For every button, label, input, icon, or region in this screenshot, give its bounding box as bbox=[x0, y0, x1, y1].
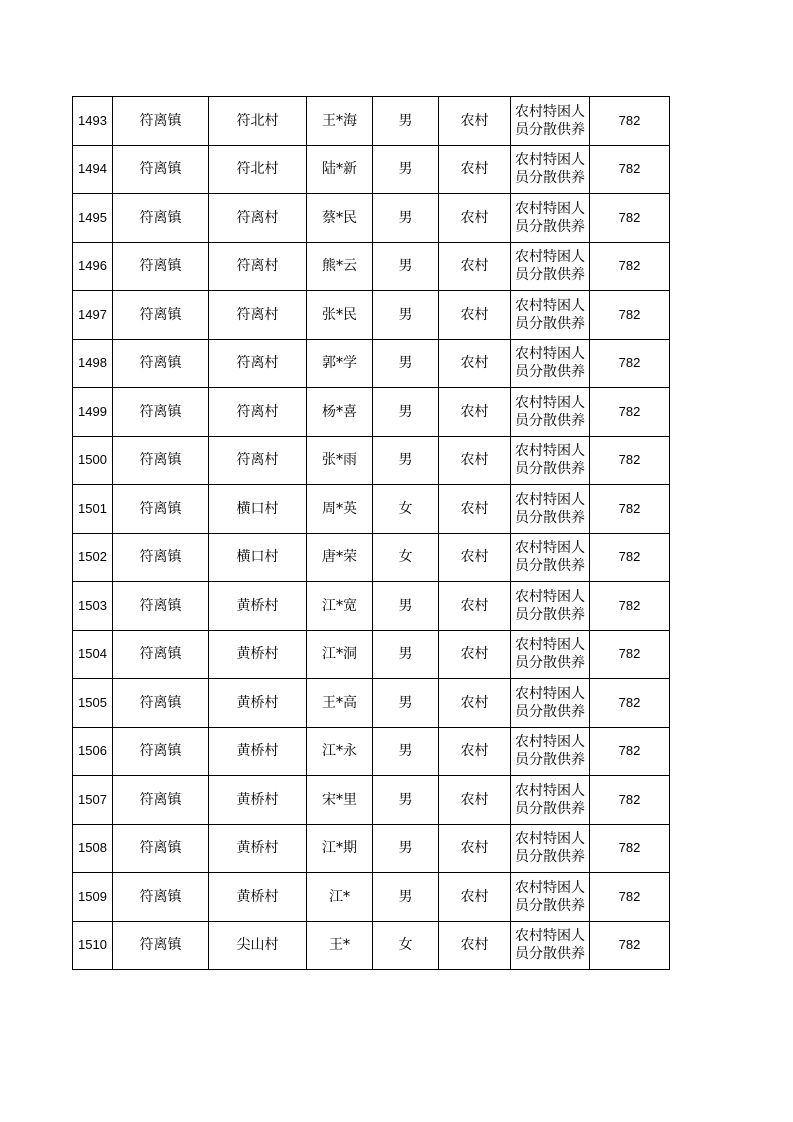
person-name-cell: 江*期 bbox=[307, 824, 373, 873]
support-type-line-1: 农村特困人 bbox=[515, 491, 585, 508]
gender-cell: 女 bbox=[373, 533, 439, 582]
support-type-line-1: 农村特困人 bbox=[515, 152, 585, 169]
amount-cell: 782 bbox=[590, 582, 670, 631]
support-type-line-2: 员分散供养 bbox=[515, 655, 585, 672]
table-row bbox=[73, 727, 670, 776]
gender-cell: 女 bbox=[373, 921, 439, 970]
support-type-line-2: 员分散供养 bbox=[515, 218, 585, 235]
village-cell: 黄桥村 bbox=[209, 582, 307, 631]
table-row bbox=[73, 291, 670, 340]
support-type-line-2: 员分散供养 bbox=[515, 170, 585, 187]
table-row bbox=[73, 436, 670, 485]
table-row bbox=[73, 582, 670, 631]
area-type-cell: 农村 bbox=[439, 582, 511, 631]
town-cell: 符离镇 bbox=[113, 242, 209, 291]
town-cell: 符离镇 bbox=[113, 436, 209, 485]
village-cell: 符北村 bbox=[209, 97, 307, 146]
table-row bbox=[73, 824, 670, 873]
support-type-line-1: 农村特困人 bbox=[515, 928, 585, 945]
table-row bbox=[73, 533, 670, 582]
support-type-line-2: 员分散供养 bbox=[515, 315, 585, 332]
amount-cell: 782 bbox=[590, 921, 670, 970]
gender-cell: 男 bbox=[373, 679, 439, 728]
area-type-cell: 农村 bbox=[439, 824, 511, 873]
gender-cell: 男 bbox=[373, 242, 439, 291]
area-type-cell: 农村 bbox=[439, 921, 511, 970]
row-number-cell: 1500 bbox=[73, 436, 113, 485]
support-type-line-2: 员分散供养 bbox=[515, 752, 585, 769]
village-cell: 黄桥村 bbox=[209, 824, 307, 873]
amount-cell: 782 bbox=[590, 485, 670, 534]
amount-cell: 782 bbox=[590, 242, 670, 291]
row-number-cell: 1509 bbox=[73, 873, 113, 922]
person-name-cell: 王* bbox=[307, 921, 373, 970]
roster-body bbox=[73, 97, 670, 970]
support-type-cell bbox=[511, 436, 590, 485]
person-name-cell: 王*高 bbox=[307, 679, 373, 728]
village-cell: 符离村 bbox=[209, 291, 307, 340]
row-number-cell: 1501 bbox=[73, 485, 113, 534]
table-row bbox=[73, 485, 670, 534]
person-name-cell: 宋*里 bbox=[307, 776, 373, 825]
gender-cell: 男 bbox=[373, 873, 439, 922]
support-type-line-1: 农村特困人 bbox=[515, 831, 585, 848]
support-type-line-1: 农村特困人 bbox=[515, 540, 585, 557]
amount-cell: 782 bbox=[590, 776, 670, 825]
support-type-line-1: 农村特困人 bbox=[515, 200, 585, 217]
row-number-cell: 1494 bbox=[73, 145, 113, 194]
person-name-cell: 唐*荣 bbox=[307, 533, 373, 582]
village-cell: 符离村 bbox=[209, 194, 307, 243]
amount-cell: 782 bbox=[590, 873, 670, 922]
row-number-cell: 1507 bbox=[73, 776, 113, 825]
town-cell: 符离镇 bbox=[113, 873, 209, 922]
support-type-cell bbox=[511, 921, 590, 970]
support-type-line-2: 员分散供养 bbox=[515, 509, 585, 526]
support-type-line-2: 员分散供养 bbox=[515, 267, 585, 284]
person-name-cell: 江*洞 bbox=[307, 630, 373, 679]
roster-table bbox=[72, 96, 670, 970]
row-number-cell: 1503 bbox=[73, 582, 113, 631]
town-cell: 符离镇 bbox=[113, 630, 209, 679]
support-type-line-1: 农村特困人 bbox=[515, 103, 585, 120]
village-cell: 黄桥村 bbox=[209, 679, 307, 728]
support-type-cell bbox=[511, 727, 590, 776]
support-type-cell bbox=[511, 630, 590, 679]
support-type-cell bbox=[511, 485, 590, 534]
person-name-cell: 周*英 bbox=[307, 485, 373, 534]
area-type-cell: 农村 bbox=[439, 533, 511, 582]
support-type-line-2: 员分散供养 bbox=[515, 121, 585, 138]
gender-cell: 男 bbox=[373, 436, 439, 485]
support-type-cell bbox=[511, 582, 590, 631]
village-cell: 尖山村 bbox=[209, 921, 307, 970]
village-cell: 符北村 bbox=[209, 145, 307, 194]
gender-cell: 男 bbox=[373, 339, 439, 388]
support-type-cell bbox=[511, 291, 590, 340]
row-number-cell: 1504 bbox=[73, 630, 113, 679]
amount-cell: 782 bbox=[590, 145, 670, 194]
support-type-cell bbox=[511, 533, 590, 582]
person-name-cell: 陆*新 bbox=[307, 145, 373, 194]
table-row bbox=[73, 776, 670, 825]
area-type-cell: 农村 bbox=[439, 97, 511, 146]
support-type-line-1: 农村特困人 bbox=[515, 685, 585, 702]
area-type-cell: 农村 bbox=[439, 727, 511, 776]
town-cell: 符离镇 bbox=[113, 921, 209, 970]
person-name-cell: 杨*喜 bbox=[307, 388, 373, 437]
amount-cell: 782 bbox=[590, 339, 670, 388]
village-cell: 黄桥村 bbox=[209, 727, 307, 776]
gender-cell: 男 bbox=[373, 776, 439, 825]
support-type-line-1: 农村特困人 bbox=[515, 879, 585, 896]
table-row bbox=[73, 97, 670, 146]
support-type-line-2: 员分散供养 bbox=[515, 606, 585, 623]
support-type-cell bbox=[511, 339, 590, 388]
row-number-cell: 1506 bbox=[73, 727, 113, 776]
town-cell: 符离镇 bbox=[113, 339, 209, 388]
area-type-cell: 农村 bbox=[439, 194, 511, 243]
support-type-cell bbox=[511, 242, 590, 291]
gender-cell: 男 bbox=[373, 630, 439, 679]
gender-cell: 男 bbox=[373, 291, 439, 340]
village-cell: 黄桥村 bbox=[209, 630, 307, 679]
village-cell: 符离村 bbox=[209, 388, 307, 437]
amount-cell: 782 bbox=[590, 630, 670, 679]
area-type-cell: 农村 bbox=[439, 679, 511, 728]
table-row bbox=[73, 873, 670, 922]
amount-cell: 782 bbox=[590, 194, 670, 243]
table-row bbox=[73, 339, 670, 388]
person-name-cell: 江*永 bbox=[307, 727, 373, 776]
person-name-cell: 郭*学 bbox=[307, 339, 373, 388]
area-type-cell: 农村 bbox=[439, 873, 511, 922]
area-type-cell: 农村 bbox=[439, 630, 511, 679]
amount-cell: 782 bbox=[590, 97, 670, 146]
table-row bbox=[73, 630, 670, 679]
row-number-cell: 1510 bbox=[73, 921, 113, 970]
village-cell: 符离村 bbox=[209, 242, 307, 291]
town-cell: 符离镇 bbox=[113, 776, 209, 825]
town-cell: 符离镇 bbox=[113, 533, 209, 582]
support-type-line-1: 农村特困人 bbox=[515, 782, 585, 799]
person-name-cell: 熊*云 bbox=[307, 242, 373, 291]
support-type-line-2: 员分散供养 bbox=[515, 849, 585, 866]
gender-cell: 男 bbox=[373, 194, 439, 243]
area-type-cell: 农村 bbox=[439, 485, 511, 534]
village-cell: 横口村 bbox=[209, 533, 307, 582]
row-number-cell: 1505 bbox=[73, 679, 113, 728]
amount-cell: 782 bbox=[590, 436, 670, 485]
support-type-line-2: 员分散供养 bbox=[515, 364, 585, 381]
gender-cell: 男 bbox=[373, 824, 439, 873]
row-number-cell: 1496 bbox=[73, 242, 113, 291]
gender-cell: 男 bbox=[373, 145, 439, 194]
support-type-line-2: 员分散供养 bbox=[515, 558, 585, 575]
support-type-line-2: 员分散供养 bbox=[515, 703, 585, 720]
row-number-cell: 1502 bbox=[73, 533, 113, 582]
support-type-cell bbox=[511, 679, 590, 728]
support-type-cell bbox=[511, 97, 590, 146]
amount-cell: 782 bbox=[590, 824, 670, 873]
village-cell: 黄桥村 bbox=[209, 776, 307, 825]
town-cell: 符离镇 bbox=[113, 485, 209, 534]
amount-cell: 782 bbox=[590, 533, 670, 582]
person-name-cell: 江* bbox=[307, 873, 373, 922]
gender-cell: 女 bbox=[373, 485, 439, 534]
amount-cell: 782 bbox=[590, 388, 670, 437]
village-cell: 符离村 bbox=[209, 339, 307, 388]
gender-cell: 男 bbox=[373, 97, 439, 146]
row-number-cell: 1499 bbox=[73, 388, 113, 437]
town-cell: 符离镇 bbox=[113, 824, 209, 873]
gender-cell: 男 bbox=[373, 727, 439, 776]
table-row bbox=[73, 242, 670, 291]
amount-cell: 782 bbox=[590, 679, 670, 728]
support-type-cell bbox=[511, 824, 590, 873]
amount-cell: 782 bbox=[590, 727, 670, 776]
support-type-line-1: 农村特困人 bbox=[515, 734, 585, 751]
town-cell: 符离镇 bbox=[113, 291, 209, 340]
town-cell: 符离镇 bbox=[113, 388, 209, 437]
support-type-line-2: 员分散供养 bbox=[515, 461, 585, 478]
row-number-cell: 1497 bbox=[73, 291, 113, 340]
person-name-cell: 张*雨 bbox=[307, 436, 373, 485]
table-row bbox=[73, 194, 670, 243]
town-cell: 符离镇 bbox=[113, 194, 209, 243]
support-type-line-2: 员分散供养 bbox=[515, 412, 585, 429]
village-cell: 符离村 bbox=[209, 436, 307, 485]
row-number-cell: 1498 bbox=[73, 339, 113, 388]
person-name-cell: 王*海 bbox=[307, 97, 373, 146]
support-type-line-1: 农村特困人 bbox=[515, 249, 585, 266]
person-name-cell: 江*宽 bbox=[307, 582, 373, 631]
area-type-cell: 农村 bbox=[439, 339, 511, 388]
village-cell: 黄桥村 bbox=[209, 873, 307, 922]
area-type-cell: 农村 bbox=[439, 145, 511, 194]
area-type-cell: 农村 bbox=[439, 291, 511, 340]
support-type-line-2: 员分散供养 bbox=[515, 800, 585, 817]
area-type-cell: 农村 bbox=[439, 776, 511, 825]
person-name-cell: 张*民 bbox=[307, 291, 373, 340]
village-cell: 横口村 bbox=[209, 485, 307, 534]
area-type-cell: 农村 bbox=[439, 388, 511, 437]
town-cell: 符离镇 bbox=[113, 97, 209, 146]
row-number-cell: 1493 bbox=[73, 97, 113, 146]
support-type-cell bbox=[511, 194, 590, 243]
gender-cell: 男 bbox=[373, 388, 439, 437]
town-cell: 符离镇 bbox=[113, 145, 209, 194]
support-type-cell bbox=[511, 776, 590, 825]
area-type-cell: 农村 bbox=[439, 436, 511, 485]
support-type-line-1: 农村特困人 bbox=[515, 394, 585, 411]
town-cell: 符离镇 bbox=[113, 679, 209, 728]
row-number-cell: 1508 bbox=[73, 824, 113, 873]
support-type-line-2: 员分散供养 bbox=[515, 946, 585, 963]
support-type-cell bbox=[511, 145, 590, 194]
row-number-cell: 1495 bbox=[73, 194, 113, 243]
table-row bbox=[73, 388, 670, 437]
gender-cell: 男 bbox=[373, 582, 439, 631]
table-row bbox=[73, 921, 670, 970]
town-cell: 符离镇 bbox=[113, 727, 209, 776]
support-type-line-1: 农村特困人 bbox=[515, 588, 585, 605]
support-type-cell bbox=[511, 873, 590, 922]
support-type-line-1: 农村特困人 bbox=[515, 443, 585, 460]
table-row bbox=[73, 679, 670, 728]
town-cell: 符离镇 bbox=[113, 582, 209, 631]
support-type-line-1: 农村特困人 bbox=[515, 346, 585, 363]
support-type-line-2: 员分散供养 bbox=[515, 897, 585, 914]
support-type-cell bbox=[511, 388, 590, 437]
table-row bbox=[73, 145, 670, 194]
area-type-cell: 农村 bbox=[439, 242, 511, 291]
amount-cell: 782 bbox=[590, 291, 670, 340]
support-type-line-1: 农村特困人 bbox=[515, 637, 585, 654]
person-name-cell: 蔡*民 bbox=[307, 194, 373, 243]
support-type-line-1: 农村特困人 bbox=[515, 297, 585, 314]
